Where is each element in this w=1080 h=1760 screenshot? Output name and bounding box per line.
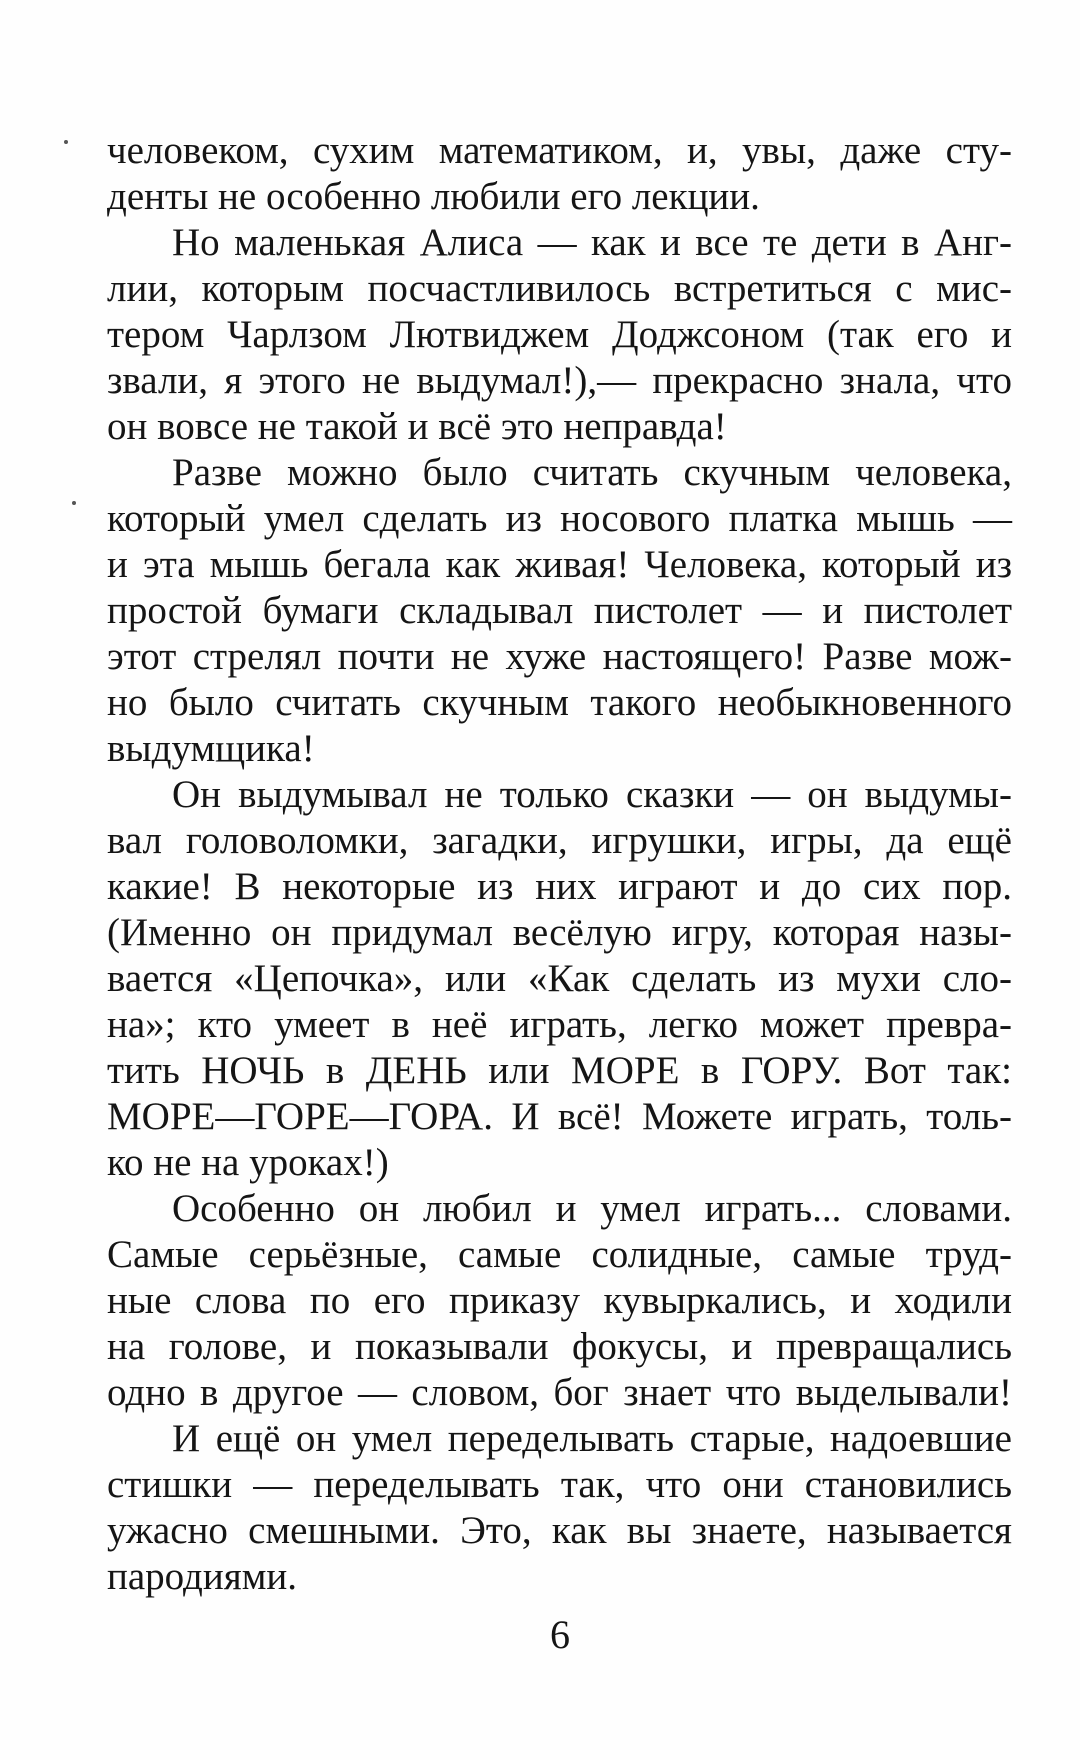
text-line: на голове, и показывали фокусы, и превращались (107, 1325, 1012, 1368)
text-line: вается «Цепочка», или «Как сделать из мухи сло- (107, 957, 1012, 1000)
text-line: этот стрелял почти не хуже настоящего! Разве мож- (107, 635, 1012, 678)
text-line: он вовсе не такой и всё это неправда! (107, 405, 727, 448)
text-line: тером Чарлзом Лютвиджем Доджсоном (так его и (107, 313, 1012, 356)
text-line: стишки — переделывать так, что они становились (107, 1463, 1012, 1506)
body-text (107, 128, 1012, 1600)
text-line: денты не особенно любили его лекции. (107, 175, 760, 218)
print-speck (64, 140, 68, 144)
text-line: МОРЕ—ГОРЕ—ГОРА. И всё! Можете играть, толь- (107, 1095, 1012, 1138)
text-line: который умел сделать из носового платка мышь — (107, 497, 1012, 540)
text-line: какие! В некоторые из них играют и до сих пор. (107, 865, 1012, 908)
text-line: (Именно он придумал весёлую игру, которая назы- (107, 911, 1012, 954)
text-line: Разве можно было считать скучным человека, (172, 451, 1012, 494)
text-line: и эта мышь бегала как живая! Человека, который из (107, 543, 1012, 586)
text-line: простой бумаги складывал пистолет — и пистолет (107, 589, 1012, 632)
print-speck (72, 501, 76, 505)
text-line: лии, которым посчастливилось встретиться с мис- (107, 267, 1012, 310)
page-number: 6 (550, 1612, 570, 1657)
text-line: но было считать скучным такого необыкновенного (107, 681, 1012, 724)
text-line: вал головоломки, загадки, игрушки, игры, да ещё (107, 819, 1012, 862)
text-line: ко не на уроках!) (107, 1141, 389, 1184)
text-line: ные слова по его приказу кувыркались, и ходили (107, 1279, 1012, 1322)
text-line: Но маленькая Алиса — как и все те дети в Анг- (172, 221, 1012, 264)
text-line: Самые серьёзные, самые солидные, самые труд- (107, 1233, 1012, 1276)
text-line: человеком, сухим математиком, и, увы, даже сту- (107, 129, 1012, 172)
text-line: выдумщика! (107, 727, 315, 770)
text-line: Особенно он любил и умел играть... словами. (172, 1187, 1012, 1230)
text-line: одно в другое — словом, бог знает что выделывали! (107, 1371, 1012, 1414)
text-line: звали, я этого не выдумал!),— прекрасно знала, что (107, 359, 1012, 402)
text-line: на»; кто умеет в неё играть, легко может превра- (107, 1003, 1012, 1046)
text-line: Он выдумывал не только сказки — он выдумы- (172, 773, 1012, 816)
text-line: тить НОЧЬ в ДЕНЬ или МОРЕ в ГОРУ. Вот так: (107, 1049, 1012, 1092)
text-line: пародиями. (107, 1555, 298, 1598)
text-line: И ещё он умел переделывать старые, надоевшие (172, 1417, 1012, 1460)
text-line: ужасно смешными. Это, как вы знаете, называется (107, 1509, 1012, 1552)
